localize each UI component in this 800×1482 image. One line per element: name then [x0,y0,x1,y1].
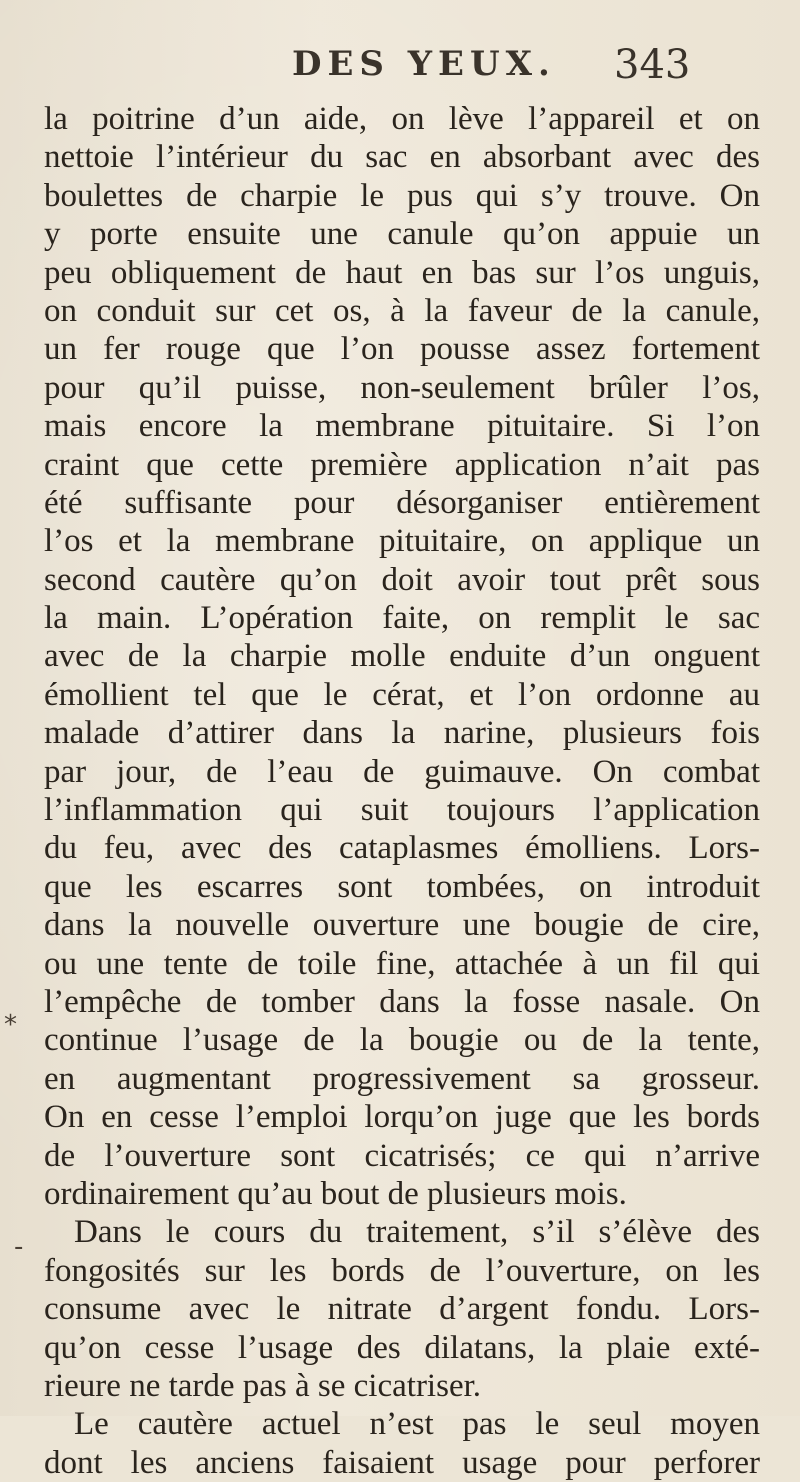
text-line: y porte ensuite une canule qu’on appuie un [44,216,760,253]
text-line: que les escarres sont tombées, on introduit [44,868,760,905]
text-line: Le cautère actuel n’est pas le seul moyen [74,1406,760,1443]
text-line: continue l’usage de la bougie ou de la tente, [44,1022,760,1059]
page-number: 343 [614,42,691,88]
text-line: rieure ne tarde pas à se cicatriser. [44,1367,482,1404]
text-line: boulettes de charpie le pus qui s’y trouve. On [44,177,760,214]
text-line: second cautère qu’on doit avoir tout prêt sous [44,561,760,598]
running-head [0,40,800,92]
text-line: ou une tente de toile fine, attachée à un fil qui [44,945,760,982]
text-line: ordinairement qu’au bout de plusieurs mois. [44,1175,627,1212]
text-line: Dans le cours du traitement, s’il s’élève des [74,1214,760,1251]
text-line: dans la nouvelle ouverture une bougie de cire, [44,907,760,944]
text-line: été suffisante pour désorganiser entièrement [44,484,760,521]
text-line: de l’ouverture sont cicatrisés; ce qui n’arrive [44,1137,760,1174]
text-line: qu’on cesse l’usage des dilatans, la plaie exté- [44,1329,760,1366]
text-line: par jour, de l’eau de guimauve. On combat [44,753,760,790]
text-line: peu obliquement de haut en bas sur l’os unguis, [44,254,760,291]
text-line: craint que cette première application n’ait pas [44,446,760,483]
text-line: consume avec le nitrate d’argent fondu. Lors- [44,1291,760,1328]
text-line: la main. L’opération faite, on remplit le sac [44,600,760,637]
margin-dash-mark: - [14,1232,24,1262]
text-line: on conduit sur cet os, à la faveur de la canule, [44,292,760,329]
text-line: dont les anciens faisaient usage pour perforer [44,1444,760,1481]
text-line: malade d’attirer dans la narine, plusieurs fois [44,715,760,752]
text-line: fongosités sur les bords de l’ouverture, on les [44,1252,760,1289]
text-line: nettoie l’intérieur du sac en absorbant avec des [44,139,760,176]
text-line: mais encore la membrane pituitaire. Si l’on [44,408,760,445]
text-line: l’os et la membrane pituitaire, on applique un [44,523,760,560]
body-text [44,100,760,1482]
text-line: émollient tel que le cérat, et l’on ordonne au [44,676,760,713]
text-line: avec de la charpie molle enduite d’un onguent [44,638,760,675]
text-line: un fer rouge que l’on pousse assez fortement [44,331,760,368]
text-line: du feu, avec des cataplasmes émolliens. Lors- [44,830,760,867]
text-line: la poitrine d’un aide, on lève l’appareil et on [44,101,760,137]
text-line: l’inflammation qui suit toujours l’application [44,792,760,829]
text-line: pour qu’il puisse, non-seulement brûler l’os, [44,369,760,406]
text-line: en augmentant progressivement sa grosseur. [44,1060,760,1097]
text-line: On en cesse l’emploi lorqu’on juge que les bords [44,1099,760,1136]
running-title: DES YEUX. [292,44,556,84]
margin-star-mark: * [4,1010,17,1040]
text-line: l’empêche de tomber dans la fosse nasale. On [44,983,760,1020]
